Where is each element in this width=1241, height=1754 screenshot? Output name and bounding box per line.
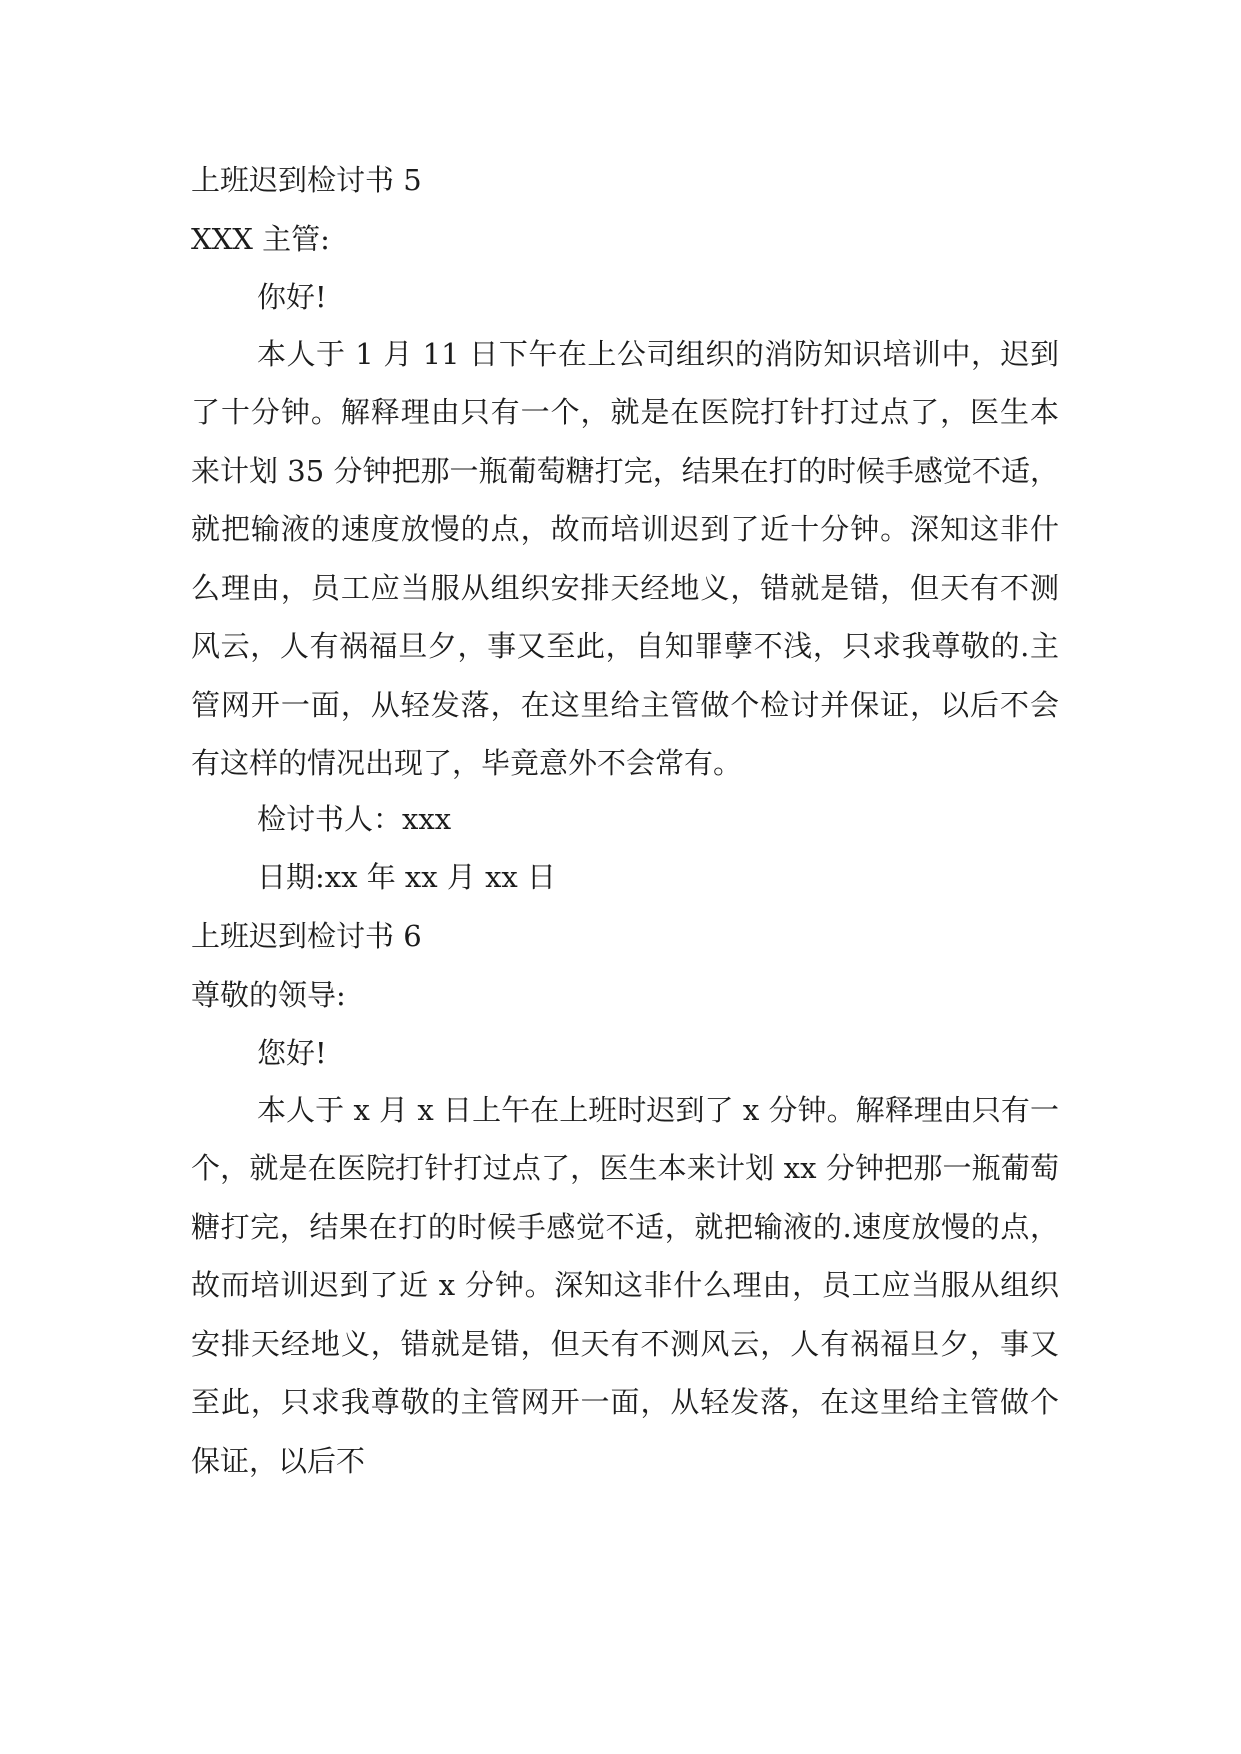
- letter-5-date: 日期:xx 年 xx 月 xx 日: [257, 860, 556, 895]
- letter-5-salutation: XXX 主管:: [191, 221, 330, 256]
- letter-6-salutation: 尊敬的领导:: [191, 977, 346, 1012]
- letter-6-body: 本人于 x 月 x 日上午在上班时迟到了 x 分钟。解释理由只有一个，就是在医院打针打过点了，医生本来计划 xx 分钟把那一瓶葡萄糖打完，结果在打的时候手感觉不适，就把输液的.速度放慢的点，故而培训迟到了近 x 分钟。深知这非什么理由，员工应当服从组织安排天经地义，错就是错，但天有不测风云，人有祸福旦夕，事又至此，只求我尊敬的主管网开一面，从轻发落，在这里给主管做个保证，以后不: [191, 1092, 1059, 1478]
- letter-6-greeting: 您好!: [257, 1036, 327, 1071]
- letter-5-body: 本人于 1 月 11 日下午在上公司组织的消防知识培训中，迟到了十分钟。解释理由只有一个，就是在医院打针打过点了，医生本来计划 35 分钟把那一瓶葡萄糖打完，结果在打的时候手感觉不适，就把输液的速度放慢的点，故而培训迟到了近十分钟。深知这非什么理由，员工应当服从组织安排天经地义，错就是错，但天有不测风云，人有祸福旦夕，事又至此，自知罪孽不浅，只求我尊敬的.主管网开一面，从轻发落，在这里给主管做个检讨并保证，以后不会有这样的情况出现了，毕竟意外不会常有。: [191, 336, 1059, 781]
- letter-5-signer: 检讨书人：xxx: [257, 801, 452, 836]
- letter-5-greeting: 你好!: [257, 280, 327, 315]
- letter-5-title: 上班迟到检讨书 5: [191, 163, 422, 197]
- letter-6-title: 上班迟到检讨书 6: [191, 918, 422, 953]
- document-body: [191, 160, 1059, 1496]
